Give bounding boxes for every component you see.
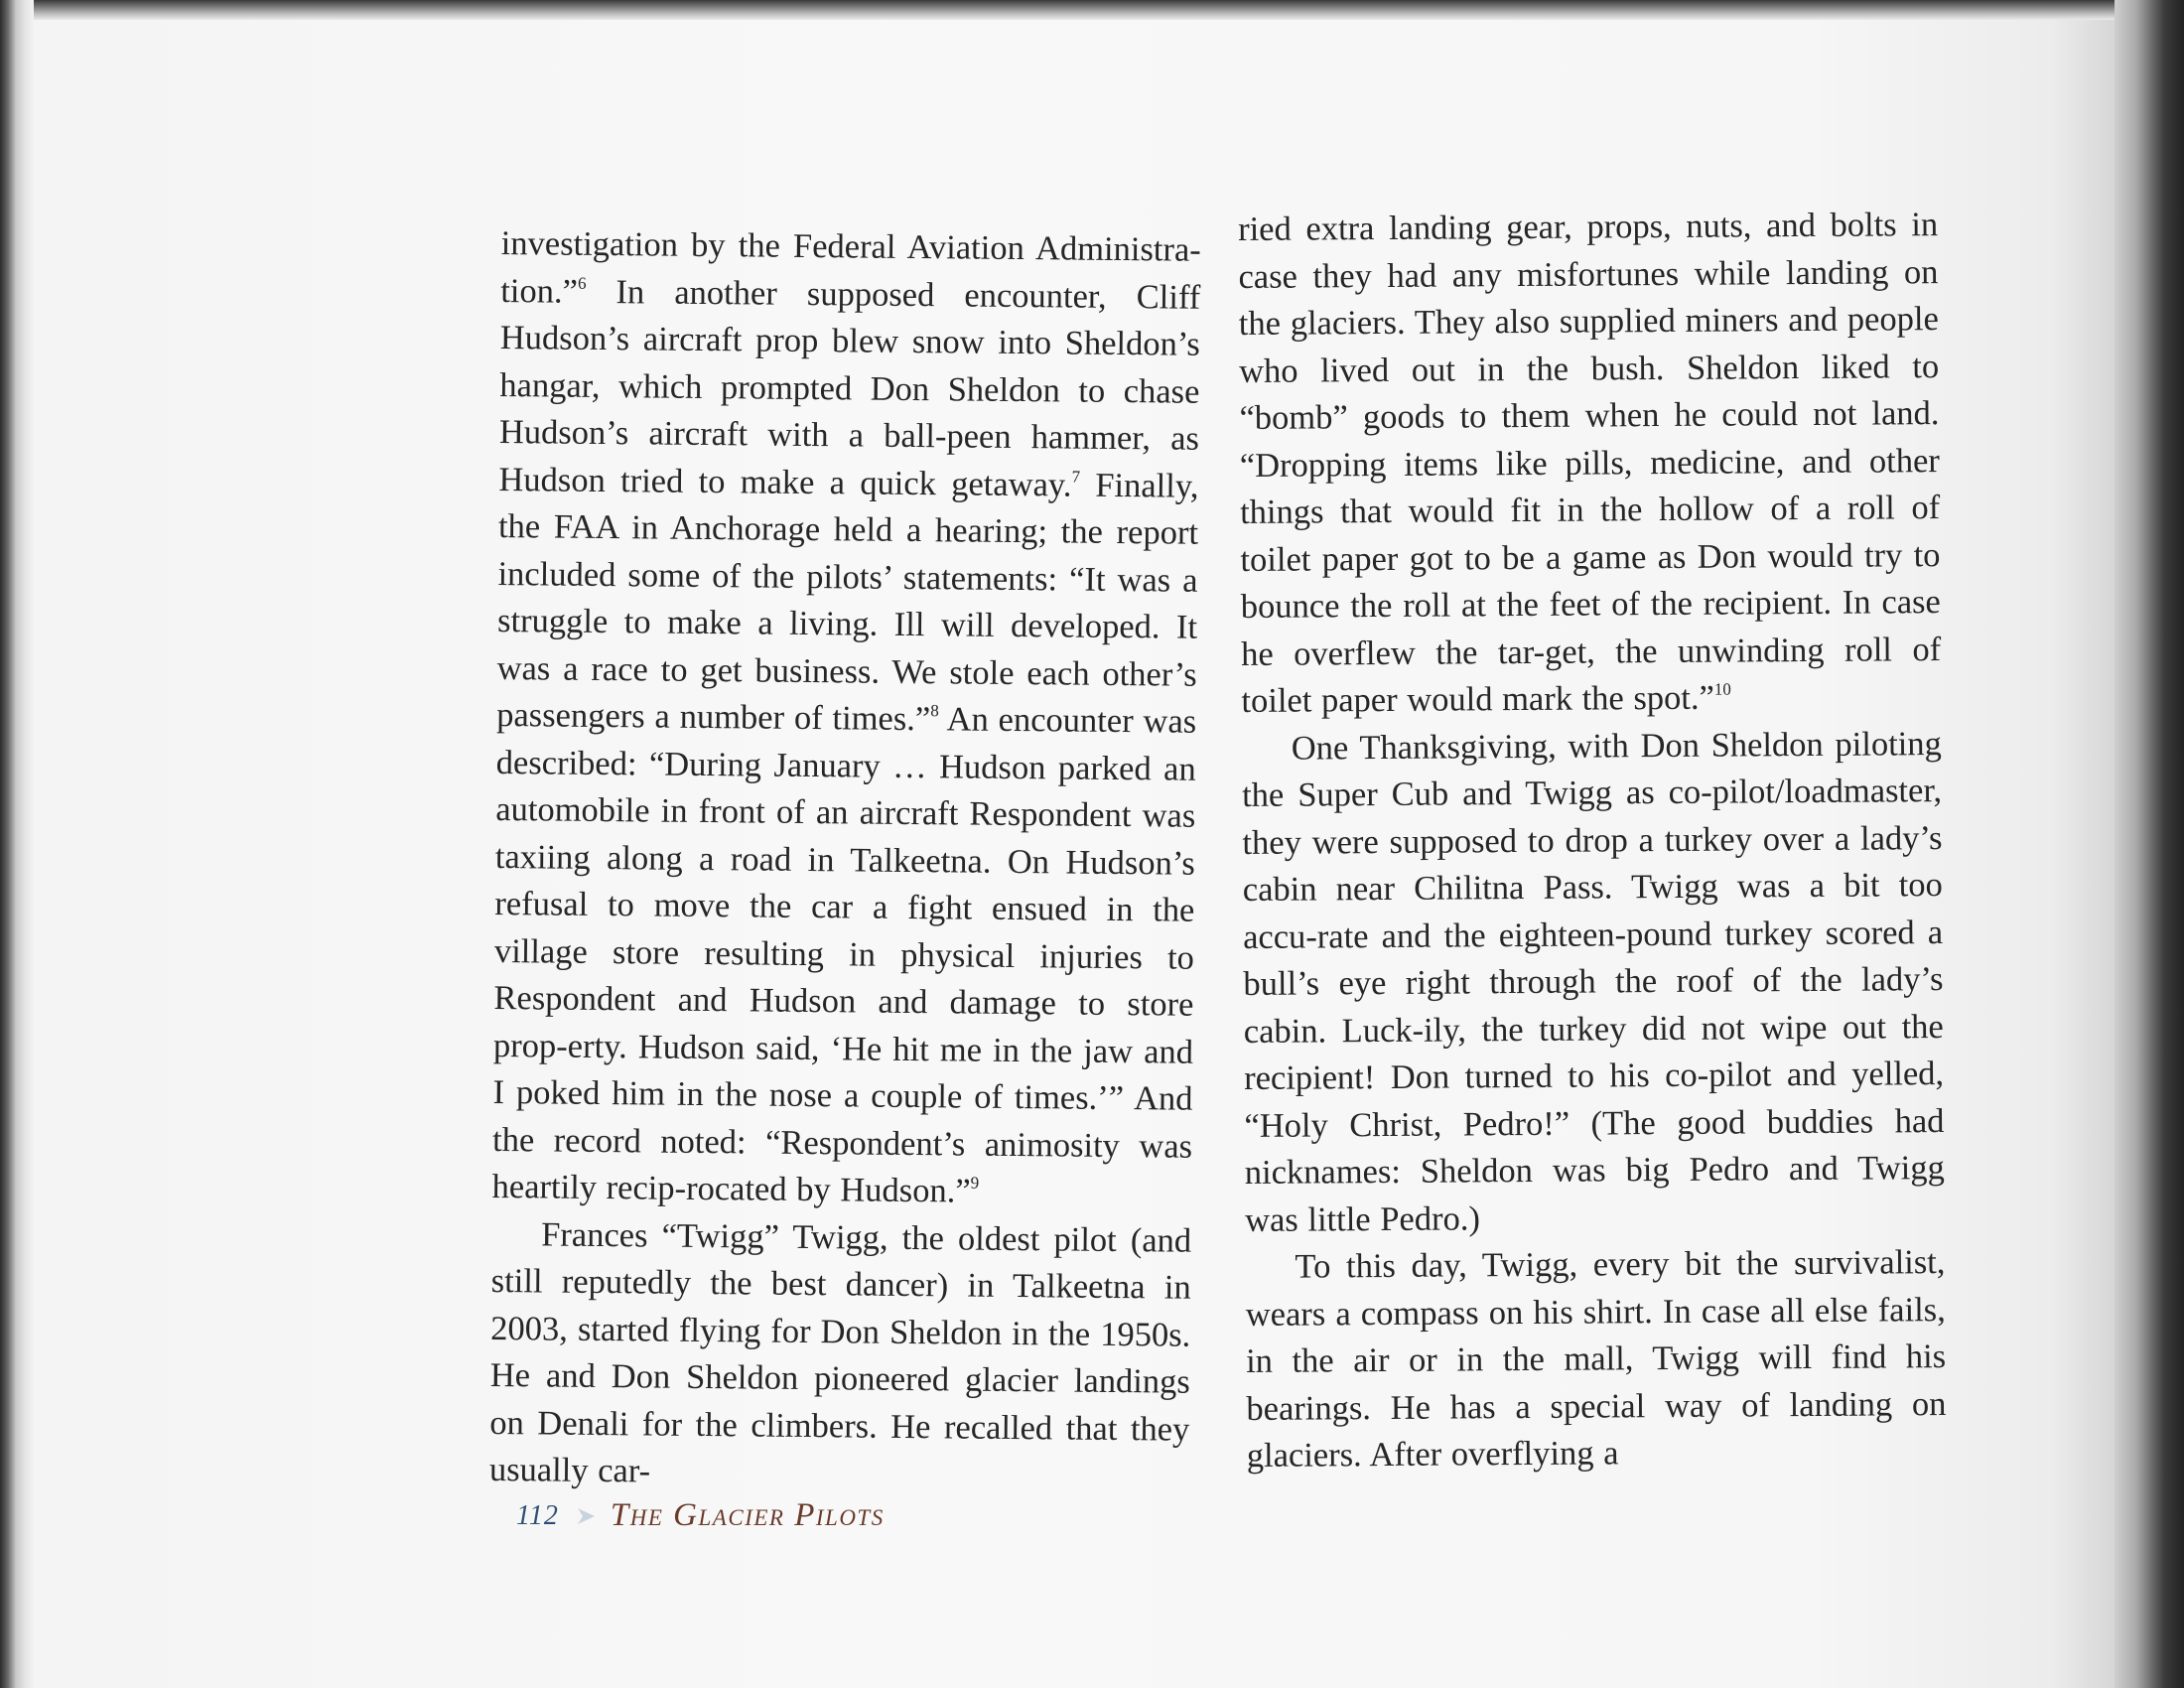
- footnote-marker: 10: [1713, 679, 1731, 699]
- paragraph: [491, 220, 1201, 1217]
- text-run: investigation by the Federal Aviation Administra-tion.”: [500, 223, 1201, 311]
- footnote-marker: 7: [1071, 467, 1081, 487]
- book-spine-shadow: [0, 0, 34, 1688]
- triangle-right-icon: [575, 1505, 597, 1527]
- text-run: An encounter was described: “During January … Hudson parked an automobile in front of an aircraft Respondent was taxiing along a road in Talkeetna. On Hudson’s refusal to move the car a fight ensued in the village store resulting in physical injuries to Respondent and Hudson and damage to store prop-erty. Hudson said, ‘He hit me in the jaw and I poked him in the nose a couple of times.’” And the record noted: “Respondent’s animosity was heartily recip-rocated by Hudson.”: [491, 700, 1197, 1210]
- footnote-marker: 9: [970, 1173, 980, 1193]
- running-footer: [516, 1497, 885, 1534]
- text-run: Finally, the FAA in Anchorage held a hearing; the report included some of the pilots’ statements: “It was a struggle to make a living. Ill will developed. It was a race to get business. We stole each other’s passengers a number of times.”: [496, 466, 1199, 739]
- right-text-column: [1238, 202, 1947, 1479]
- page-edge-stack: [2115, 0, 2184, 1688]
- scan-top-edge: [0, 0, 2184, 20]
- page-number: 112: [516, 1499, 559, 1531]
- book-title: The Glacier Pilots: [610, 1497, 885, 1533]
- footnote-marker: 6: [577, 273, 587, 293]
- paragraph: To this day, Twigg, every bit the survivalist, wears a compass on his shirt. In case all else fails, in the air or in the mall, Twigg will find his bearings. He has a special way of landing on glaciers. After overflying a: [1245, 1243, 1947, 1475]
- paragraph: Frances “Twigg” Twigg, the oldest pilot (and still reputedly the best dancer) in Talkeetna in 2003, started flying for Don Sheldon in the 1950s. He and Don Sheldon pioneered glacier landings on Denali for the climbers. He recalled that they usually car-: [488, 1214, 1192, 1490]
- left-text-column: [489, 220, 1201, 1500]
- text-run: ried extra landing gear, props, nuts, and bolts in case they had any misfortunes while landing on the glaciers. They also supplied miners and people who lived out in the bush. Sheldon liked to “bomb” goods to them when he could not land. “Dropping items like pills, medicine, and other things that would fit in the hollow of a roll of toilet paper got to be a game as Don would try to bounce the roll at the feet of the recipient. In case he overflew the tar-get, the unwinding roll of toilet paper would mark the spot.”: [1238, 206, 1942, 720]
- paragraph: [1238, 202, 1942, 725]
- footnote-marker: 8: [930, 701, 939, 721]
- text-run: In another supposed encounter, Cliff Hudson’s aircraft prop blew snow into Sheldon’s hangar, which prompted Don Sheldon to chase Hudson’s aircraft with a ball-peen hammer, as Hudson tried to make a quick getaway.: [498, 272, 1201, 504]
- paragraph: One Thanksgiving, with Don Sheldon piloting the Super Cub and Twigg as co-pilot/loadmaster, they were supposed to drop a turkey over a lady’s cabin near Chilitna Pass. Twigg was a bit too accu-rate and the eighteen-pound turkey scored a bull’s eye right through the roof of the lady’s cabin. Luck-ily, the turkey did not wipe out the recipient! Don turned to his co-pilot and yelled, “Holy Christ, Pedro!” (The good buddies had nicknames: Sheldon was big Pedro and Twigg was little Pedro.): [1242, 724, 1945, 1239]
